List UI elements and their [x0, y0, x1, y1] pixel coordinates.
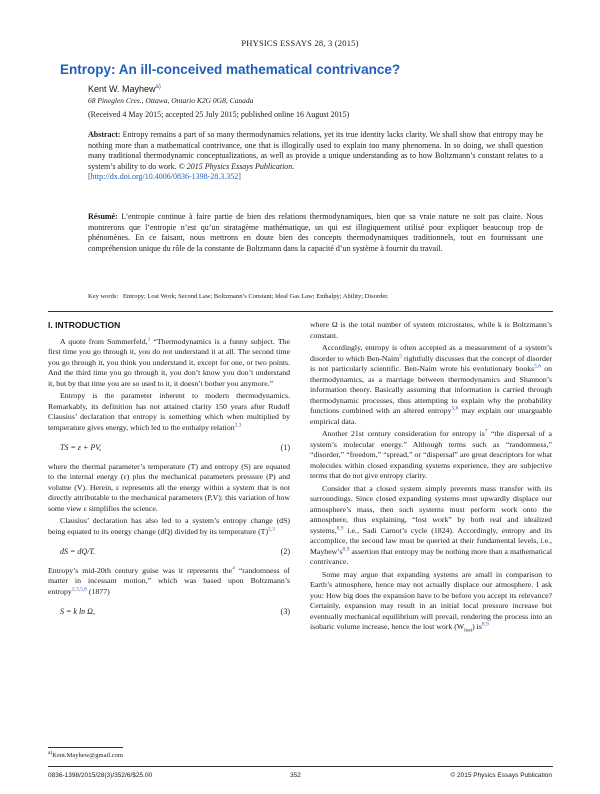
equation-1-body: TS = ε + PV,	[60, 443, 102, 452]
citation-link[interactable]: 8,9	[342, 545, 350, 552]
equation-2	[60, 547, 290, 558]
equation-1-number: (1)	[280, 443, 290, 452]
header-divider	[48, 311, 553, 312]
citation-link[interactable]: 8,9	[481, 621, 489, 628]
author-line	[88, 84, 161, 94]
citation-link[interactable]: 4	[232, 564, 235, 571]
right-paragraph-5: Some may argue that expanding systems are small in comparison to Earth’s atmosphere, hence may not actually displace our atmosphere. I ask you: How big does the expansion have to be before you accept its relevance? Certainly, expansion may result in an initial local pressure increase but eventually mechanical equilibrium will prevail, rendering the process into an isobaric volume increase, hence the lost work $(W_{lost})$ is$^{8,9}$	[310, 569, 552, 634]
keywords	[88, 293, 389, 300]
citation-link[interactable]: 5,6	[534, 363, 542, 370]
citation-link[interactable]: 5	[399, 352, 402, 359]
citation-link[interactable]: 7	[484, 428, 488, 435]
article-title: Entropy: An ill-conceived mathematical contrivance?	[60, 62, 401, 77]
abstract-text-1: Entropy remains a part of so many thermodynamics relations, yet its true identity lacks	[122, 130, 404, 139]
resume-text-5: fournissant une compréhension unique du rôle de la constante de Boltzmann dans la capacité d’un	[88, 233, 544, 253]
citation-link[interactable]: 2,3	[234, 421, 242, 428]
keywords-text: Entropy; Lost Work; Second Law; Boltzmann’s Constant; Ideal Gas Law; Enthalpy; Ability; Disorder.	[123, 293, 389, 300]
resume-text-6: système à fournir du travail.	[352, 243, 443, 253]
footer-page-number: 352	[290, 772, 301, 779]
left-paragraph-1: A quote from Sommerfeld,$^1$ “Thermodynamics is a funny subject. The first time you go through it, you do not understand it at all. The second time you go through it, you think you understand it, except for one, or two points. And the third time you go through it, you don’t know you don’t understand it, but by that time you are so used to it, it doesn’t bother you anymore.”	[48, 335, 290, 388]
journal-header: PHYSICS ESSAYS 28, 3 (2015)	[241, 38, 359, 48]
equation-1	[60, 443, 290, 454]
left-paragraph-4: Clausius’ declaration has also led to a system’s entropy change (dS) being equated to its energy change (dQ) divided by its temperature $(T)^{2,3}$	[48, 516, 290, 536]
resume	[88, 212, 543, 254]
author-footnote-link[interactable]: a)	[155, 84, 161, 90]
equation-2-number: (2)	[280, 547, 290, 556]
right-paragraph-2: Accordingly, entropy is often accepted as a measurement of a system’s disorder to which Ben-Naim$^5$ rightfully discusses that the concept of disorder is not particularly scientific. Ben-Naim wrote his evolutionary books$^{5,6}$ on thermodynamics, as a marriage between thermodynamics and Shannon’s information theory. Basically assuming that information is carried through thermodynamic processes, thus attempting to explain why the probability functions combined with an altered entropy$^{5,6}$ may explain our unarguable empirical data.	[310, 343, 552, 426]
abstract-label: Abstract:	[88, 130, 121, 139]
footer-issn: 0836-1398/2015/28(3)/352/6/$25.00	[48, 772, 153, 779]
citation-link[interactable]: 8,9	[336, 524, 344, 531]
equation-3	[60, 607, 290, 618]
resume-text-3: mathématique, un qui est illogiquement utilisé pour expliquer beaucoup trop de phénomènes. En ce	[88, 222, 543, 243]
article-dates: (Received 4 May 2015; accepted 25 July 2015; published online 16 August 2015)	[88, 110, 350, 119]
affiliation: 68 Pineglen Cres., Ottawa, Ontario K2G 0G8, Canada	[88, 96, 254, 105]
abstract-copyright: © 2015 Physics Essays Publication.	[178, 161, 295, 171]
footnote-divider	[48, 747, 123, 748]
abstract-text-2: clarity. We shall show that entropy may be nothing more than a mathematical contrivance, one that	[88, 130, 543, 150]
abstract-text-4: thermodynamic conceptualizations, as well as provide a unique understanding as to how	[143, 151, 433, 161]
right-paragraph-4: Consider that a closed system simply prevents mass transfer with its surroundings. Since closed expanding systems must upwardly displace our atmosphere’s mass, then such systems must perform work onto the atmosphere, thus explaining, “lost work” by both real and idealized systems,$^{8,9}$ i.e., Sadi Carnot’s cycle (1824). Accordingly, entropy and its accomplice, the second law must be queried at their fundamental levels, i.e., $Mayhew’s^{8,9}$ assertion that entropy may be nothing more than a mathematical contrivance.	[310, 483, 552, 566]
left-column	[48, 320, 290, 618]
citation-link[interactable]: 5,6	[451, 405, 459, 412]
right-paragraph-3: Another 21st century consideration for entropy $is^7$ “the dispersal of a system’s molecular energy.” Although terms such as “randomness,” “disorder,” “freedom,” “spread,” or “dispersal” are great descriptors for what molecules within closed expanding systems experience, they are subjective terms that do not give entropy clarity.	[310, 428, 552, 480]
left-paragraph-2: Entropy is the parameter inherent to modern thermodynamics. Remarkably, its definition has not attained clarity 150 years after Rudolf Clausius’ declaration that entropy is something which when multiplied by temperature gives energy, which led to the enthalpy relation$^{2,3}$	[48, 391, 290, 432]
citation-link[interactable]: 2,3,5,6	[71, 585, 87, 592]
left-paragraph-5: Entropy’s mid-20th century guise was it represents the$^4$ “randomness of matter in incessant motion,” which was based upon Boltzmann’s entropy$^{2,3,5,6}$ (1877)	[48, 564, 290, 596]
left-paragraph-3: where the thermal parameter’s temperature (T) and entropy (S) are equated to the internal energy (ε) plus the mechanical parameters pressure (P) and volume (V). Herein, ε represents all the energy within a system that is not directly attributable to the mechanical parameters (P,V); this variation of how some view ε simplifies the science.	[48, 461, 290, 513]
abstract-text-5: Boltzmann’s constant relates to a system’s ability to do work.	[88, 151, 544, 171]
keywords-label: Key words:	[88, 293, 119, 300]
resume-text-4: faisant, nous mettrons en doute bien des concepts thermodynamiques traditionnels, tout en	[161, 233, 486, 243]
footer-divider	[48, 766, 553, 767]
doi-link[interactable]: [http://dx.doi.org/10.4006/0836-1398-28.3.352]	[88, 172, 241, 182]
equation-2-body: dS = dQ/T.	[60, 547, 96, 556]
resume-label: Résumé:	[88, 212, 118, 221]
right-paragraph-1: where Ω is the total number of system microstates, while k is Boltzmann’s constant.	[310, 320, 552, 340]
footnote-email[interactable]: Kent.Mayhew@gmail.com	[52, 752, 123, 759]
lost-subscript: lost	[464, 627, 473, 634]
equation-3-body: S = k ln Ω,	[60, 607, 95, 616]
resume-text-1: L’entropie continue à faire partie de bien des relations thermodynamiques, bien que sa	[121, 212, 416, 221]
resume-text-2: vraie nature ne soit pas claire. Nous montrerons que l’entropie n’est qu’un stratagème	[88, 212, 544, 232]
footnote-mark: a)	[48, 749, 53, 756]
citation-link[interactable]: 2,3	[268, 525, 275, 532]
abstract-text-3: is illogically used to explain too many phenomena. In so doing, we shall question many traditional	[88, 140, 544, 161]
right-column	[310, 320, 552, 636]
section-heading-introduction: I. INTRODUCTION	[48, 320, 121, 330]
abstract	[88, 130, 543, 183]
footer-copyright: © 2015 Physics Essays Publication	[450, 772, 552, 779]
footnote	[48, 749, 123, 759]
author-name: Kent W. Mayhew	[88, 84, 156, 94]
citation-link[interactable]: 1	[147, 335, 151, 342]
equation-3-number: (3)	[280, 607, 290, 616]
